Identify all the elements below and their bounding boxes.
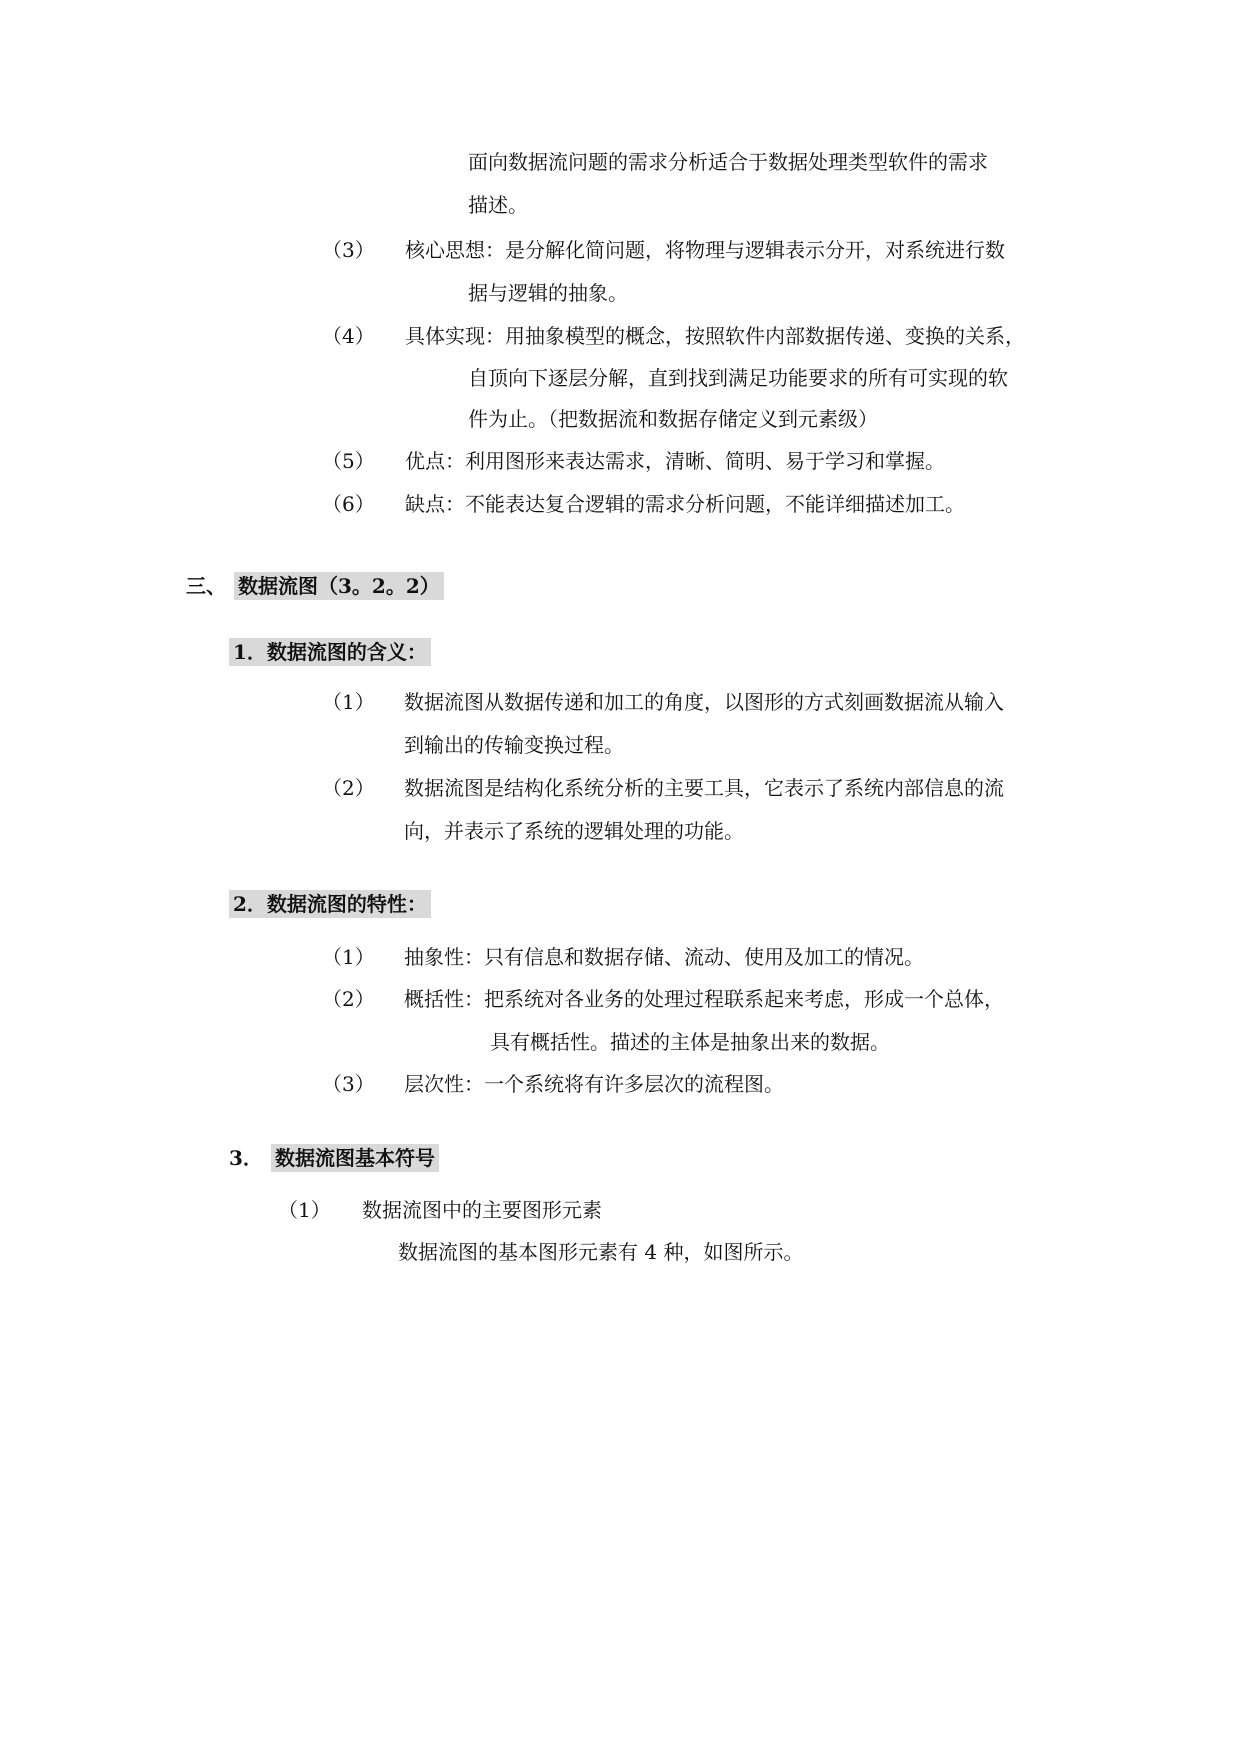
section-number: 三、 (186, 574, 226, 598)
point-text-line: 据与逻辑的抽象。 (468, 281, 628, 305)
subsection-title: 数据流图基本符号 (271, 1144, 439, 1172)
point-text-line: 具体实现：用抽象模型的概念，按照软件内部数据传递、变换的关系， (405, 324, 1025, 348)
subsection-heading (229, 638, 431, 666)
subsection-heading-text (229, 638, 431, 666)
item-text-line: 数据流图是结构化系统分析的主要工具，它表示了系统内部信息的流 (404, 776, 1004, 800)
section-title-text: 数据流图（3。2。2） (234, 572, 444, 600)
point-number: （4） (322, 324, 375, 348)
subsection-number: 1． (233, 640, 267, 664)
item-number: （2） (322, 776, 375, 800)
point-text-line: 优点：利用图形来表达需求，清晰、简明、易于学习和掌握。 (405, 449, 945, 473)
item-title: 数据流图中的主要图形元素 (362, 1198, 602, 1222)
subsection-number: 2． (233, 892, 267, 916)
item-text-line: 数据流图从数据传递和加工的角度，以图形的方式刻画数据流从输入 (404, 690, 1004, 714)
item-text-line: 抽象性：只有信息和数据存储、流动、使用及加工的情况。 (404, 945, 924, 969)
subsection-heading (229, 890, 431, 918)
item-number: （3） (322, 1072, 375, 1096)
point-number: （6） (322, 492, 375, 516)
intro-line-1: 面向数据流问题的需求分析适合于数据处理类型软件的需求 (468, 150, 988, 174)
item-text-line: 数据流图的基本图形元素有 4 种，如图所示。 (398, 1240, 804, 1264)
subsection-title: 数据流图的含义： (266, 640, 427, 664)
item-text-line: 概括性：把系统对各业务的处理过程联系起来考虑，形成一个总体， (404, 987, 1004, 1011)
point-text-line: 缺点：不能表达复合逻辑的需求分析问题，不能详细描述加工。 (405, 492, 965, 516)
subsection-title: 数据流图的特性： (266, 892, 427, 916)
item-text-line: 向，并表示了系统的逻辑处理的功能。 (404, 819, 744, 843)
intro-line-2: 描述。 (468, 193, 528, 217)
item-text-line: 具有概括性。描述的主体是抽象出来的数据。 (490, 1030, 890, 1054)
item-number: （1） (322, 945, 375, 969)
point-text-line: 件为止。（把数据流和数据存储定义到元素级） (468, 407, 878, 431)
item-number: （2） (322, 987, 375, 1011)
point-text-line: 核心思想：是分解化简问题，将物理与逻辑表示分开，对系统进行数 (405, 238, 1005, 262)
subsection-heading-text (229, 890, 431, 918)
item-number: （1） (322, 690, 375, 714)
subsection-number: 3． (229, 1146, 263, 1170)
point-number: （5） (322, 449, 375, 473)
subsection-heading (271, 1144, 439, 1172)
item-text-line: 到输出的传输变换过程。 (404, 733, 624, 757)
point-text-line: 自顶向下逐层分解，直到找到满足功能要求的所有可实现的软 (468, 366, 1008, 390)
item-number: （1） (278, 1198, 331, 1222)
item-text-line: 层次性：一个系统将有许多层次的流程图。 (404, 1072, 784, 1096)
section-title (234, 572, 444, 600)
point-number: （3） (322, 238, 375, 262)
